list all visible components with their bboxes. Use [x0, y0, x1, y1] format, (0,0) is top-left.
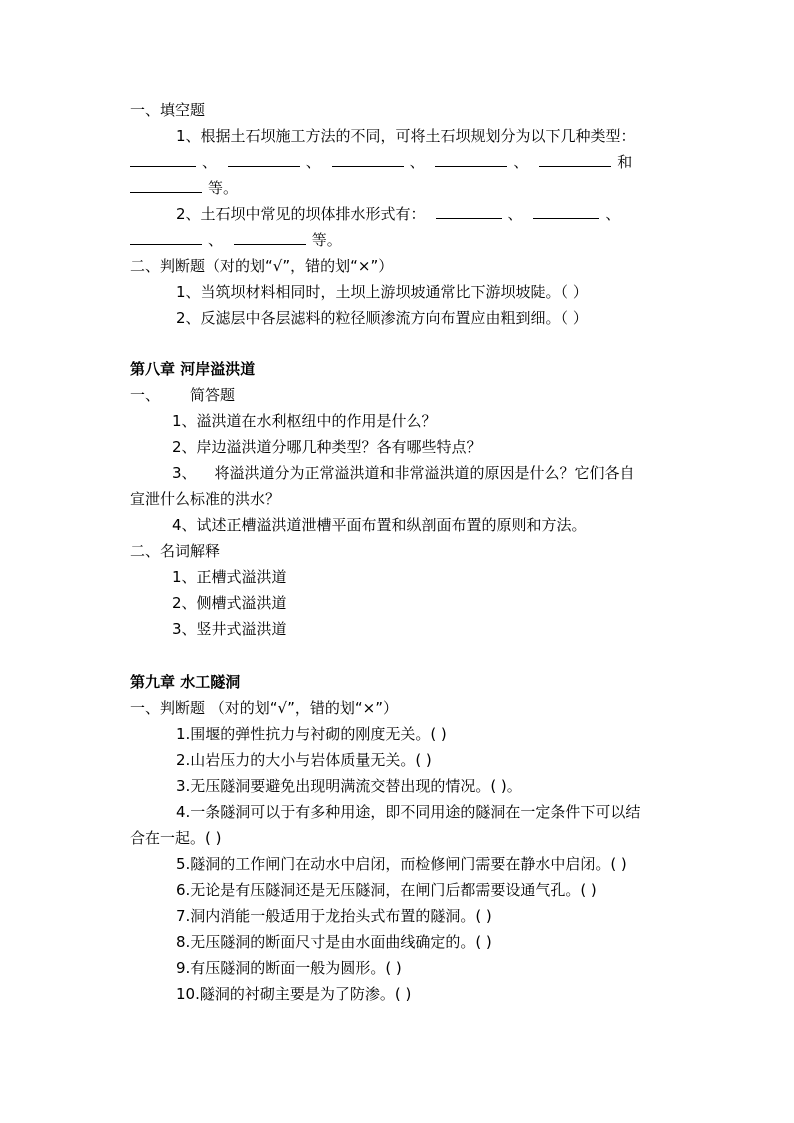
answer-blank[interactable]	[533, 204, 599, 219]
ch8-question-1: 1、溢洪道在水利枢纽中的作用是什么？	[172, 412, 437, 430]
chapter-9-section-1-title: 一、判断题 （对的划“√”，错的划“×”）	[130, 699, 398, 717]
ch9-item-1: 1.围堰的弹性抗力与衬砌的刚度无关。( )	[176, 725, 447, 743]
section-label: 简答题	[190, 386, 236, 404]
ch9-item-8: 8.无压隧洞的断面尺寸是由水面曲线确定的。( )	[176, 933, 492, 951]
ch9-item-7: 7.洞内消能一般适用于龙抬头式布置的隧洞。( )	[176, 907, 492, 925]
question-2-row-2	[130, 230, 348, 250]
separator: 、	[409, 153, 425, 171]
term-3: 3、竖井式溢洪道	[172, 620, 287, 638]
separator: 、	[208, 231, 224, 249]
ch8-question-2: 2、岸边溢洪道分哪几种类型？各有哪些特点？	[172, 438, 482, 456]
separator: 、	[202, 153, 218, 171]
chapter-8-section-2-title: 二、名词解释	[130, 542, 221, 560]
ch9-item-3: 3.无压隧洞要避免出现明满流交替出现的情况。( )。	[176, 777, 522, 795]
term-1: 1、正槽式溢洪道	[172, 568, 287, 586]
answer-blank[interactable]	[234, 230, 306, 245]
ch9-item-4-line-2: 合在一起。( )	[130, 829, 222, 847]
ch9-item-10: 10.隧洞的衬砌主要是为了防渗。( )	[176, 985, 412, 1003]
section-title-judgement: 二、判断题（对的划“√”，错的划“×”）	[130, 257, 394, 275]
ch9-item-2: 2.山岩压力的大小与岩体质量无关。( )	[176, 751, 432, 769]
question-1-blanks-row-2	[130, 178, 244, 198]
answer-blank[interactable]	[130, 178, 202, 193]
chapter-9-title: 第九章 水工隧洞	[130, 673, 241, 691]
end-text: 等。	[311, 231, 342, 249]
ch9-item-6: 6.无论是有压隧洞还是无压隧洞，在闸门后都需要设通气孔。( )	[176, 881, 597, 899]
chapter-8-section-1-title	[130, 385, 235, 405]
question-2-row-1	[176, 204, 626, 224]
term-2: 2、侧槽式溢洪道	[172, 594, 287, 612]
chapter-8-title: 第八章 河岸溢洪道	[130, 360, 256, 378]
ch8-question-4: 4、试述正槽溢洪道泄槽平面布置和纵剖面布置的原则和方法。	[172, 516, 587, 534]
separator: 、	[507, 205, 523, 223]
separator: 、	[305, 153, 321, 171]
ch9-item-9: 9.有压隧洞的断面一般为圆形。( )	[176, 959, 402, 977]
ch8-question-3-line-2: 宣泄什么标准的洪水？	[130, 490, 281, 508]
question-text: 将溢洪道分为正常溢洪道和非常溢洪道的原因是什么？它们各自	[214, 464, 635, 482]
separator: 、	[605, 205, 621, 223]
answer-blank[interactable]	[539, 152, 611, 167]
separator: 、	[513, 153, 529, 171]
ch9-item-5: 5.隧洞的工作闸门在动水中启闭，而检修闸门需要在静水中启闭。( )	[176, 855, 627, 873]
end-text: 等。	[208, 179, 239, 197]
ch8-question-3-line-1	[172, 463, 635, 483]
ch9-item-4-line-1: 4.一条隧洞可以于有多种用途，即不同用途的隧洞在一定条件下可以结	[176, 803, 641, 821]
judgement-item-2: 2、反滤层中各层滤料的粒径顺渗流方向布置应由粗到细。（ ）	[176, 309, 588, 327]
question-1-blanks-row-1	[130, 152, 638, 172]
answer-blank[interactable]	[130, 230, 202, 245]
answer-blank[interactable]	[228, 152, 300, 167]
answer-blank[interactable]	[332, 152, 404, 167]
question-2-text: 2、土石坝中常见的坝体排水形式有：	[176, 205, 426, 223]
question-number: 3、	[172, 464, 197, 482]
answer-blank[interactable]	[435, 152, 507, 167]
question-1-text: 1、根据土石坝施工方法的不同，可将土石坝规划分为以下几种类型：	[176, 127, 636, 145]
section-number: 一、	[130, 386, 161, 404]
judgement-item-1: 1、当筑坝材料相同时，土坝上游坝坡通常比下游坝坡陡。（ ）	[176, 283, 588, 301]
separator: 和	[617, 153, 633, 171]
section-title-fill-blank: 一、填空题	[130, 101, 206, 119]
answer-blank[interactable]	[436, 204, 502, 219]
answer-blank[interactable]	[130, 152, 196, 167]
